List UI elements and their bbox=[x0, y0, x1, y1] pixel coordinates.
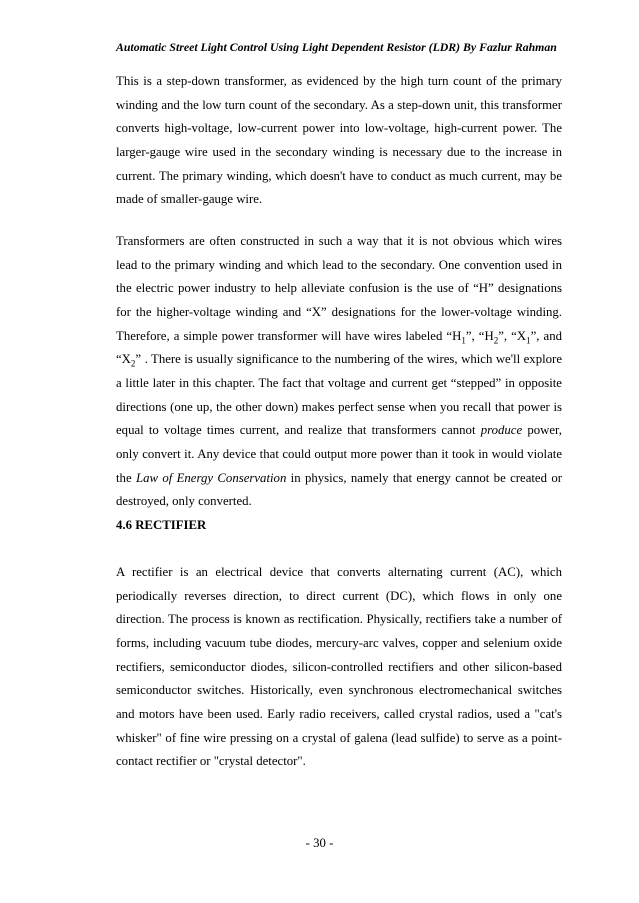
text-run: ”, “H bbox=[465, 328, 494, 343]
text-run: Transformers are often constructed in such a way that it is not obvious which wires lead to the primary winding and which lead to the secondary. One convention used in the electric power industry to help alleviate confusion is the use of “H” designations for the higher-voltage winding and “X” designations for the lower-voltage winding. Therefore, a simple power transformer will have wires labeled “H bbox=[116, 234, 562, 343]
text-run: in physics, namely that energy cannot be created or destroyed, only converted. bbox=[116, 470, 562, 509]
page-number: - 30 - bbox=[305, 836, 334, 850]
subscript: 1 bbox=[526, 335, 531, 346]
paragraph-winding-designations bbox=[116, 230, 562, 514]
subscript: 2 bbox=[130, 358, 136, 369]
text-run: ”, “X bbox=[498, 328, 527, 343]
emphasis-law-name: Law of Energy Conservation bbox=[135, 470, 287, 485]
subscript: 1 bbox=[461, 335, 466, 346]
paragraph-text: This is a step-down transformer, as evidenced by the high turn count of the primary winding and the low turn count of the secondary. As a step-down unit, this transformer converts high-voltage, low-current power into low-voltage, high-current power. The larger-gauge wire used in the secondary winding is necessary due to the increase in current. The primary winding, which doesn't have to conduct as much current, may be made of smaller-gauge wire. bbox=[116, 74, 562, 207]
paragraph-rectifier bbox=[116, 561, 562, 774]
text-run: ”, and “X bbox=[116, 328, 563, 367]
text-run: power, only convert it. Any device that could output more power than it took in would violate the bbox=[116, 423, 562, 485]
subscript: 2 bbox=[493, 335, 499, 346]
emphasis-produce: produce bbox=[480, 423, 523, 438]
paragraph-text bbox=[116, 230, 562, 514]
section-heading: 4.6 RECTIFIER bbox=[116, 518, 207, 532]
text-run: ” . There is usually significance to the numbering of the wires, which we'll explore a little later in this chapter. The fact that voltage and current get “stepped” in opposite directions (one up, the other down) makes perfect sense when you recall that power is equal to voltage times current, and realize that transformers cannot bbox=[116, 352, 562, 438]
paragraph-text: A rectifier is an electrical device that converts alternating current (AC), which periodically reverses direction, to direct current (DC), which flows in only one direction. The process is known as rectification. Physically, rectifiers take a number of forms, including vacuum tube diodes, mercury-arc valves, copper and selenium oxide rectifiers, semiconductor diodes, silicon-controlled rectifiers and other silicon-based semiconductor switches. Historically, even synchronous electromechanical switches and motors have been used. Early radio receivers, called crystal radios, used a "cat's whisker" of fine wire pressing on a crystal of galena (lead sulfide) to serve as a point-contact rectifier or "crystal detector". bbox=[116, 565, 562, 769]
running-header: Automatic Street Light Control Using Light Dependent Resistor (LDR) By Fazlur Rahman bbox=[116, 40, 557, 54]
paragraph-step-down-transformer bbox=[116, 70, 562, 212]
